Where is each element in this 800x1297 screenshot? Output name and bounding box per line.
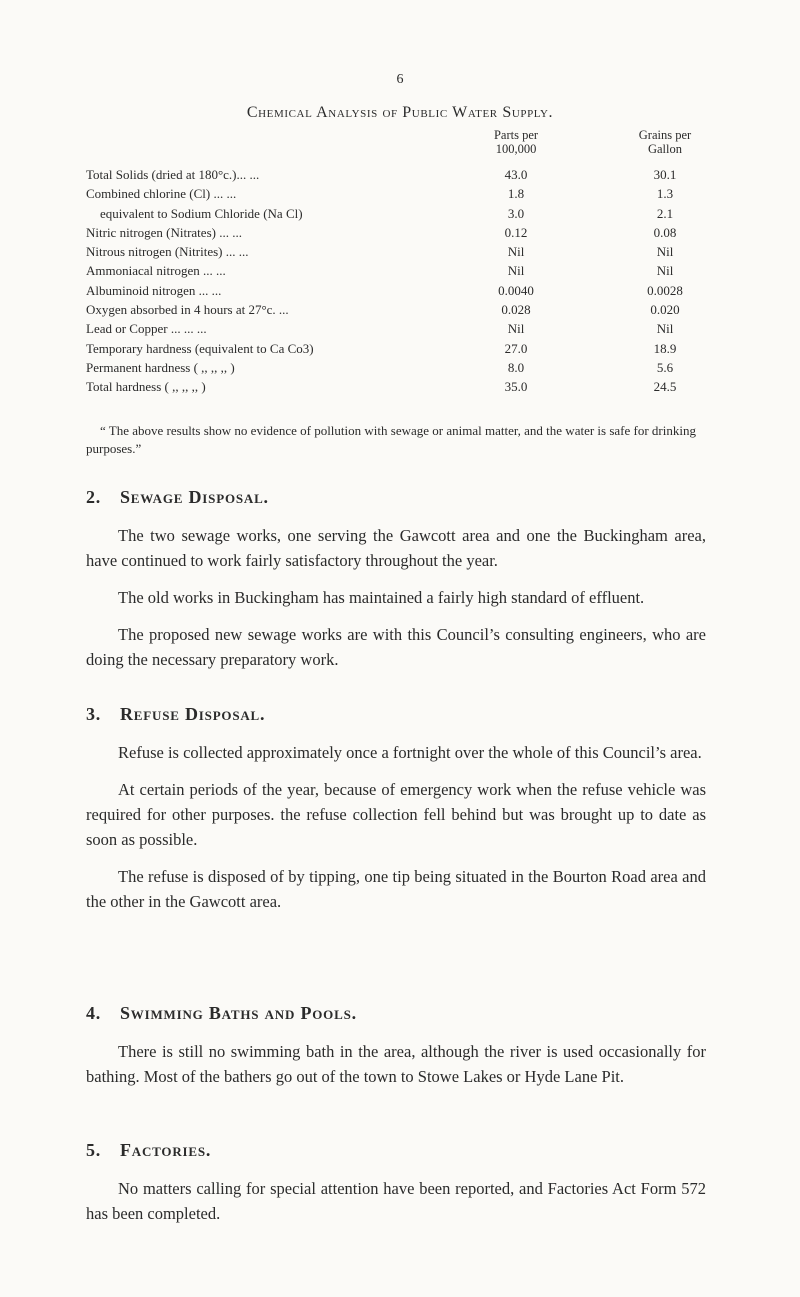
parts-value: 1.8 <box>507 186 525 202</box>
parts-value: Nil <box>507 244 525 260</box>
column-header-line: Grains per <box>638 128 692 142</box>
table-row <box>86 242 776 261</box>
paragraph: There is still no swimming bath in the area, although the river is used occasionally for bathing. Most of the bathers go out of the town to Stowe Lakes or Hyde Lane Pit. <box>86 1042 706 1086</box>
paragraph: Refuse is collected approximately once a fortnight over the whole of this Council’s area. <box>118 743 702 762</box>
column-header-line: Gallon <box>647 142 683 156</box>
section-title: Sewage Disposal. <box>120 487 269 507</box>
column-header-line: 100,000 <box>495 142 537 156</box>
grains-value: 24.5 <box>653 379 677 395</box>
section-number: 4. <box>86 1003 102 1023</box>
page-number: 6 <box>396 72 404 87</box>
section-factories <box>86 1139 706 1226</box>
column-header-grains-per-gallon <box>610 128 720 156</box>
row-label: Permanent hardness ( ,, ,, ,, ) <box>86 359 235 375</box>
grains-value: 0.0028 <box>647 282 683 298</box>
section-heading <box>86 1002 706 1024</box>
table-row <box>86 319 776 338</box>
table-title: Chemical Analysis of Public Water Supply. <box>246 104 554 121</box>
analysis-note: “ The above results show no evidence of pollution with sewage or animal matter, and the water is safe for drinking purposes.” <box>86 423 696 456</box>
table-row <box>86 261 776 280</box>
parts-value: 3.0 <box>507 205 525 221</box>
parts-value: 8.0 <box>507 359 525 375</box>
row-label: Ammoniacal nitrogen ... ... <box>86 263 226 279</box>
row-label: Nitrous nitrogen (Nitrites) ... ... <box>86 244 249 260</box>
row-label: equivalent to Sodium Chloride (Na Cl) <box>100 205 303 221</box>
column-header-parts-per-100000 <box>466 128 566 156</box>
parts-value: 0.12 <box>504 224 528 240</box>
parts-value: 0.028 <box>501 302 531 318</box>
row-label: Temporary hardness (equivalent to Ca Co3) <box>86 340 314 356</box>
grains-value: 0.020 <box>650 302 680 318</box>
grains-value: Nil <box>656 321 674 337</box>
section-number: 2. <box>86 487 102 507</box>
table-row <box>86 223 776 242</box>
paragraph: The two sewage works, one serving the Gawcott area and one the Buckingham area, have continued to work fairly satisfactory throughout the year. <box>86 526 706 570</box>
row-label: Nitric nitrogen (Nitrates) ... ... <box>86 224 242 240</box>
parts-value: 35.0 <box>504 379 528 395</box>
parts-value: Nil <box>507 263 525 279</box>
paragraph: The refuse is disposed of by tipping, one tip being situated in the Bourton Road area and the other in the Gawcott area. <box>86 867 706 911</box>
section-title: Swimming Baths and Pools. <box>120 1003 357 1023</box>
row-label: Total Solids (dried at 180°c.)... ... <box>86 167 260 182</box>
grains-value: 5.6 <box>656 359 674 375</box>
grains-value: Nil <box>656 244 674 260</box>
table-row <box>86 281 776 300</box>
row-label: Lead or Copper ... ... ... <box>86 321 207 337</box>
paragraph: The old works in Buckingham has maintained a fairly high standard of effluent. <box>118 588 645 607</box>
grains-value: 30.1 <box>653 167 677 182</box>
paragraph: The proposed new sewage works are with this Council’s consulting engineers, who are doing the necessary preparatory work. <box>86 625 706 669</box>
table-row <box>86 204 776 223</box>
paragraph: At certain periods of the year, because of emergency work when the refuse vehicle was required for other purposes. the refuse collection fell behind but was brought up to date as soon as possible. <box>86 780 706 849</box>
section-refuse-disposal <box>86 703 706 914</box>
table-row <box>86 165 776 184</box>
section-heading <box>86 1139 706 1161</box>
grains-value: 0.08 <box>653 224 677 240</box>
grains-value: 1.3 <box>656 186 674 202</box>
section-number: 3. <box>86 704 102 724</box>
row-label: Combined chlorine (Cl) ... ... <box>86 186 237 202</box>
parts-value: 27.0 <box>504 340 528 356</box>
parts-value: Nil <box>507 321 525 337</box>
section-heading <box>86 486 706 508</box>
grains-value: Nil <box>656 263 674 279</box>
row-label: Oxygen absorbed in 4 hours at 27°c. ... <box>86 302 289 318</box>
section-number: 5. <box>86 1140 102 1160</box>
table-row <box>86 358 776 377</box>
table-row <box>86 377 776 396</box>
grains-value: 18.9 <box>653 340 677 356</box>
column-header-line: Parts per <box>493 128 539 142</box>
section-sewage-disposal <box>86 486 706 672</box>
parts-value: 0.0040 <box>498 282 534 298</box>
section-title: Refuse Disposal. <box>120 704 266 724</box>
table-row <box>86 339 776 358</box>
section-title: Factories. <box>120 1140 212 1160</box>
paragraph: No matters calling for special attention have been reported, and Factories Act Form 572 has been completed. <box>86 1179 706 1223</box>
parts-value: 43.0 <box>504 167 528 182</box>
table-row <box>86 300 776 319</box>
row-label: Albuminoid nitrogen ... ... <box>86 282 222 298</box>
row-label: Total hardness ( ,, ,, ,, ) <box>86 379 206 395</box>
section-heading <box>86 703 706 725</box>
grains-value: 2.1 <box>656 205 674 221</box>
section-swimming-baths <box>86 1002 706 1089</box>
analysis-table <box>86 165 776 397</box>
table-row <box>86 184 776 203</box>
